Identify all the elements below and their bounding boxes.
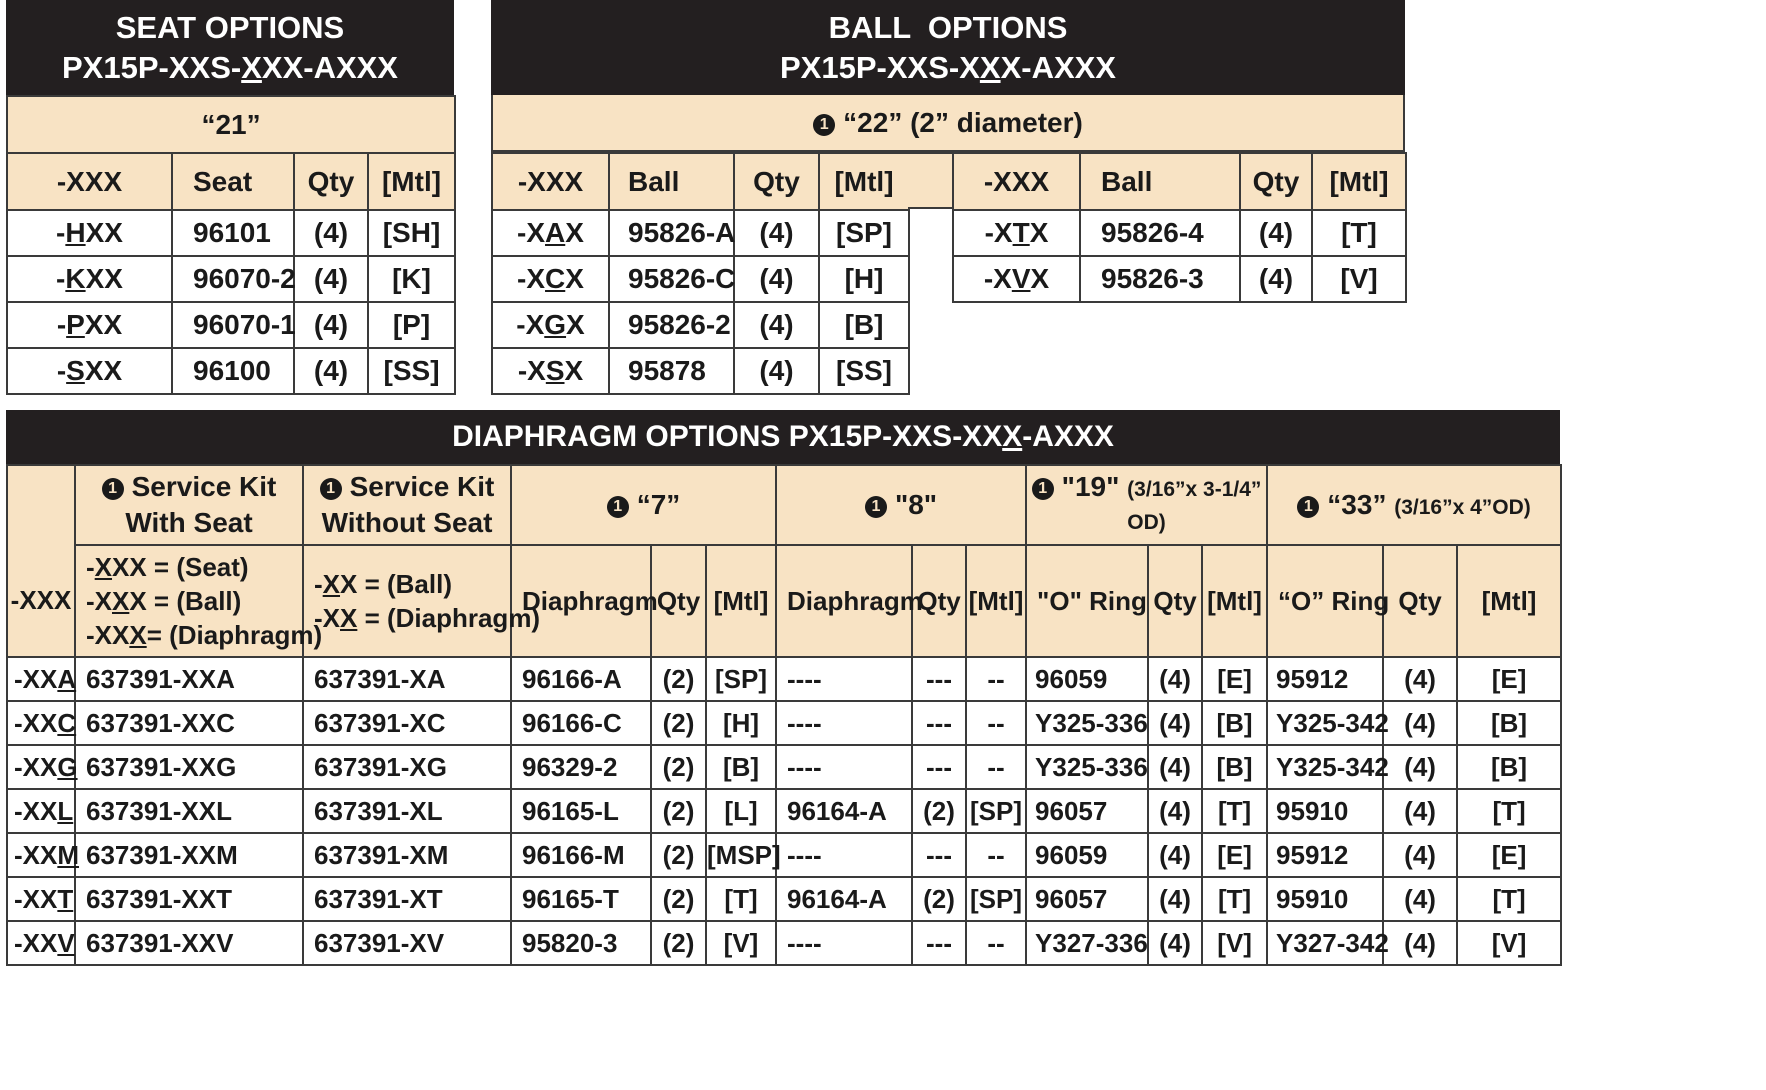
oring-19-material: [B] <box>1202 701 1267 745</box>
diaphragm-8-material: [SP] <box>966 789 1026 833</box>
oring-33-qty: (4) <box>1383 921 1457 965</box>
oring-33-material: [B] <box>1457 745 1561 789</box>
group-19-note: (3/16”x 3-1/4” OD) <box>1127 478 1262 534</box>
ball-qty: (4) <box>1240 210 1312 256</box>
seat-code-post: XX-AXXX <box>261 50 398 85</box>
diaphragm-8-material: -- <box>966 833 1026 877</box>
oring-33-qty: (4) <box>1383 877 1457 921</box>
table-row <box>7 657 1561 701</box>
group-7: 1 “7” <box>511 465 776 545</box>
diaphragm-8-part: ---- <box>776 833 912 877</box>
option-code: -XSX <box>492 348 609 394</box>
sub-qty-19: Qty <box>1148 545 1202 657</box>
ball-part-number: 95878 <box>609 348 734 394</box>
diaphragm-8-material: -- <box>966 701 1026 745</box>
diaphragm-8-qty: --- <box>912 657 966 701</box>
diaphragm-7-qty: (2) <box>651 789 706 833</box>
option-code: -XXL <box>7 789 75 833</box>
group-33: 1 “33” (3/16”x 4”OD) <box>1267 465 1561 545</box>
diaphragm-8-qty: (2) <box>912 789 966 833</box>
ball-qty: (4) <box>734 348 819 394</box>
oring-19-qty: (4) <box>1148 877 1202 921</box>
diaphragm-options-section <box>6 410 1560 966</box>
ball-col-ball: Ball <box>609 153 734 210</box>
seat-material: [SH] <box>368 210 455 256</box>
note-bullet-icon: 1 <box>102 478 124 500</box>
option-code: -XXT <box>7 877 75 921</box>
diaphragm-title-pre: DIAPHRAGM OPTIONS PX15P-XXS-XX <box>452 420 1003 453</box>
oring-19-qty: (4) <box>1148 701 1202 745</box>
kit-with-seat-part: 637391-XXM <box>75 833 303 877</box>
oring-33-qty: (4) <box>1383 657 1457 701</box>
kit-with-seat-legend: -XXX = (Seat) -XXX = (Ball) -XXX= (Diaphragm) <box>75 545 303 657</box>
seat-options-code <box>6 48 454 88</box>
seat-band: “21” <box>7 96 455 153</box>
oring-33-part: 95912 <box>1267 833 1383 877</box>
seat-part-number: 96070-1 <box>172 302 294 348</box>
kit-with-seat-part: 637391-XXL <box>75 789 303 833</box>
oring-33-qty: (4) <box>1383 745 1457 789</box>
table-row <box>492 210 909 256</box>
ball-options-table-left <box>491 152 910 395</box>
table-row <box>7 302 455 348</box>
diaphragm-8-qty: --- <box>912 745 966 789</box>
kit-without-seat-part: 637391-XV <box>303 921 511 965</box>
ball-col-code: -XXX <box>492 153 609 210</box>
diaphragm-8-qty: --- <box>912 701 966 745</box>
diaphragm-7-qty: (2) <box>651 701 706 745</box>
seat-col-qty: Qty <box>294 153 368 210</box>
table-row <box>7 877 1561 921</box>
ball-options-title: BALL OPTIONS <box>828 10 1068 45</box>
kit-without-seat-legend: -XX = (Ball) -XX = (Diaphragm) <box>303 545 511 657</box>
diaphragm-options-table <box>6 464 1562 966</box>
sub-oring-19: "O" Ring <box>1026 545 1148 657</box>
oring-19-material: [B] <box>1202 745 1267 789</box>
option-code: -XAX <box>492 210 609 256</box>
oring-33-part: Y325-342 <box>1267 745 1383 789</box>
seat-col-code: -XXX <box>7 153 172 210</box>
diaphragm-8-part: 96164-A <box>776 789 912 833</box>
ball-code-post: X-AXXX <box>1000 50 1116 85</box>
oring-33-part: Y327-342 <box>1267 921 1383 965</box>
diaphragm-7-qty: (2) <box>651 921 706 965</box>
diaphragm-7-material: [L] <box>706 789 776 833</box>
kit-without-seat-part: 637391-XC <box>303 701 511 745</box>
diaphragm-8-material: -- <box>966 745 1026 789</box>
oring-33-material: [B] <box>1457 701 1561 745</box>
option-code: -XCX <box>492 256 609 302</box>
diaphragm-7-qty: (2) <box>651 833 706 877</box>
sub-oring-33: “O” Ring <box>1267 545 1383 657</box>
option-code: -XXG <box>7 745 75 789</box>
ball-part-number: 95826-A <box>609 210 734 256</box>
sub-qty-33: Qty <box>1383 545 1457 657</box>
kit-with-seat-part: 637391-XXV <box>75 921 303 965</box>
diaphragm-7-material: [MSP] <box>706 833 776 877</box>
col-kit-with-seat: 1 Service Kit With Seat <box>75 465 303 545</box>
oring-33-qty: (4) <box>1383 701 1457 745</box>
ball-material: [T] <box>1312 210 1406 256</box>
table-row <box>7 789 1561 833</box>
seat-qty: (4) <box>294 210 368 256</box>
oring-19-part: Y325-336 <box>1026 745 1148 789</box>
diaphragm-title-underlined: X <box>1002 420 1023 453</box>
note-bullet-icon: 1 <box>813 114 835 136</box>
seat-qty: (4) <box>294 348 368 394</box>
sub-mtl-8: [Mtl] <box>966 545 1026 657</box>
diaphragm-7-qty: (2) <box>651 657 706 701</box>
oring-33-material: [T] <box>1457 877 1561 921</box>
diaphragm-8-qty: (2) <box>912 877 966 921</box>
diaphragm-8-part: ---- <box>776 657 912 701</box>
oring-33-material: [V] <box>1457 921 1561 965</box>
option-code: -XXV <box>7 921 75 965</box>
ball-part-number: 95826-3 <box>1080 256 1240 302</box>
diaphragm-8-qty: --- <box>912 921 966 965</box>
seat-options-title: SEAT OPTIONS <box>115 10 345 45</box>
kit-without-seat-part: 637391-XL <box>303 789 511 833</box>
diaphragm-7-part: 96165-L <box>511 789 651 833</box>
oring-19-material: [V] <box>1202 921 1267 965</box>
table-row <box>7 833 1561 877</box>
ball-part-number: 95826-4 <box>1080 210 1240 256</box>
kit-without-seat-part: 637391-XG <box>303 745 511 789</box>
diaphragm-8-material: -- <box>966 657 1026 701</box>
oring-19-qty: (4) <box>1148 921 1202 965</box>
ball-qty: (4) <box>734 302 819 348</box>
note-bullet-icon: 1 <box>1032 478 1054 500</box>
table-row <box>7 256 455 302</box>
table-row <box>7 210 455 256</box>
ball-options-table-right <box>952 152 1407 303</box>
ball-col-ball-right: Ball <box>1080 153 1240 210</box>
table-row <box>492 256 909 302</box>
oring-19-part: 96059 <box>1026 657 1148 701</box>
diaphragm-7-qty: (2) <box>651 877 706 921</box>
oring-33-part: 95910 <box>1267 789 1383 833</box>
ball-code-pre: PX15P-XXS-X <box>780 50 980 85</box>
option-code: -HXX <box>7 210 172 256</box>
option-code: -XTX <box>953 210 1080 256</box>
oring-19-material: [T] <box>1202 877 1267 921</box>
diaphragm-8-part: ---- <box>776 745 912 789</box>
diaphragm-options-header <box>6 410 1560 464</box>
oring-19-material: [E] <box>1202 833 1267 877</box>
seat-material: [P] <box>368 302 455 348</box>
ball-col-qty: Qty <box>734 153 819 210</box>
option-code: -SXX <box>7 348 172 394</box>
note-bullet-icon: 1 <box>320 478 342 500</box>
ball-header-gap <box>908 152 952 209</box>
sub-mtl-7: [Mtl] <box>706 545 776 657</box>
diaphragm-7-part: 96166-A <box>511 657 651 701</box>
diaphragm-7-qty: (2) <box>651 745 706 789</box>
seat-options-header <box>6 0 454 95</box>
ball-part-number: 95826-C <box>609 256 734 302</box>
option-code: -XVX <box>953 256 1080 302</box>
ball-col-mtl: [Mtl] <box>819 153 909 210</box>
kit-with-seat-part: 637391-XXT <box>75 877 303 921</box>
oring-19-part: 96057 <box>1026 789 1148 833</box>
sub-mtl-19: [Mtl] <box>1202 545 1267 657</box>
ball-col-code-right: -XXX <box>953 153 1080 210</box>
diaphragm-7-material: [H] <box>706 701 776 745</box>
ball-band-text: “22” (2” diameter) <box>843 107 1083 138</box>
seat-part-number: 96070-2 <box>172 256 294 302</box>
sub-qty-8: Qty <box>912 545 966 657</box>
kit-without-seat-part: 637391-XT <box>303 877 511 921</box>
oring-33-material: [E] <box>1457 657 1561 701</box>
group-33-note: (3/16”x 4”OD) <box>1394 496 1531 519</box>
sub-diaphragm-8: Diaphragm <box>776 545 912 657</box>
seat-qty: (4) <box>294 256 368 302</box>
diaphragm-7-material: [V] <box>706 921 776 965</box>
oring-19-part: 96057 <box>1026 877 1148 921</box>
option-code: -XXA <box>7 657 75 701</box>
kit-with-seat-part: 637391-XXA <box>75 657 303 701</box>
oring-19-part: 96059 <box>1026 833 1148 877</box>
seat-material: [SS] <box>368 348 455 394</box>
seat-code-pre: PX15P-XXS- <box>62 50 242 85</box>
oring-19-part: Y327-336 <box>1026 921 1148 965</box>
ball-band <box>491 95 1405 152</box>
diaphragm-8-part: 96164-A <box>776 877 912 921</box>
seat-options-section <box>6 0 454 395</box>
oring-19-qty: (4) <box>1148 833 1202 877</box>
ball-options-section <box>491 0 1405 386</box>
diaphragm-7-part: 96329-2 <box>511 745 651 789</box>
ball-col-mtl-right: [Mtl] <box>1312 153 1406 210</box>
diaphragm-7-part: 96165-T <box>511 877 651 921</box>
table-row <box>492 348 909 394</box>
kit-without-seat-part: 637391-XA <box>303 657 511 701</box>
ball-qty: (4) <box>1240 256 1312 302</box>
ball-options-header <box>491 0 1405 95</box>
sub-diaphragm-7: Diaphragm <box>511 545 651 657</box>
table-row <box>7 701 1561 745</box>
table-row <box>7 745 1561 789</box>
diaphragm-7-part: 95820-3 <box>511 921 651 965</box>
oring-33-qty: (4) <box>1383 833 1457 877</box>
ball-col-qty-right: Qty <box>1240 153 1312 210</box>
seat-material: [K] <box>368 256 455 302</box>
ball-qty: (4) <box>734 210 819 256</box>
seat-part-number: 96101 <box>172 210 294 256</box>
oring-19-material: [E] <box>1202 657 1267 701</box>
diaphragm-8-material: [SP] <box>966 877 1026 921</box>
diaphragm-8-material: -- <box>966 921 1026 965</box>
diaphragm-7-material: [B] <box>706 745 776 789</box>
option-code: -XGX <box>492 302 609 348</box>
option-code: -XXM <box>7 833 75 877</box>
seat-options-table <box>6 95 456 395</box>
diaphragm-col-code: -XXX <box>7 465 75 657</box>
sub-qty-7: Qty <box>651 545 706 657</box>
ball-material: [H] <box>819 256 909 302</box>
diaphragm-title-post: -AXXX <box>1022 420 1114 453</box>
ball-qty: (4) <box>734 256 819 302</box>
diaphragm-8-part: ---- <box>776 701 912 745</box>
diaphragm-7-material: [SP] <box>706 657 776 701</box>
option-code: -PXX <box>7 302 172 348</box>
oring-33-part: 95912 <box>1267 657 1383 701</box>
oring-33-part: 95910 <box>1267 877 1383 921</box>
oring-33-material: [T] <box>1457 789 1561 833</box>
oring-19-material: [T] <box>1202 789 1267 833</box>
table-row <box>7 921 1561 965</box>
oring-33-material: [E] <box>1457 833 1561 877</box>
seat-part-number: 96100 <box>172 348 294 394</box>
diaphragm-8-part: ---- <box>776 921 912 965</box>
seat-col-mtl: [Mtl] <box>368 153 455 210</box>
ball-material: [V] <box>1312 256 1406 302</box>
ball-material: [SP] <box>819 210 909 256</box>
ball-options-code <box>491 48 1405 88</box>
seat-col-seat: Seat <box>172 153 294 210</box>
option-code: -KXX <box>7 256 172 302</box>
oring-19-part: Y325-336 <box>1026 701 1148 745</box>
ball-code-underlined: X <box>979 50 1001 85</box>
seat-code-underlined: X <box>241 50 262 85</box>
table-row <box>953 210 1406 256</box>
oring-19-qty: (4) <box>1148 745 1202 789</box>
table-row <box>7 348 455 394</box>
note-bullet-icon: 1 <box>1297 496 1319 518</box>
oring-19-qty: (4) <box>1148 789 1202 833</box>
oring-33-part: Y325-342 <box>1267 701 1383 745</box>
diaphragm-8-qty: --- <box>912 833 966 877</box>
group-8: 1 "8" <box>776 465 1026 545</box>
kit-with-seat-part: 637391-XXG <box>75 745 303 789</box>
ball-material: [B] <box>819 302 909 348</box>
ball-material: [SS] <box>819 348 909 394</box>
table-row <box>953 256 1406 302</box>
diaphragm-7-part: 96166-M <box>511 833 651 877</box>
group-19: 1 "19" (3/16”x 3-1/4” OD) <box>1026 465 1267 545</box>
table-row <box>492 302 909 348</box>
kit-without-seat-part: 637391-XM <box>303 833 511 877</box>
col-kit-without-seat: 1 Service Kit Without Seat <box>303 465 511 545</box>
seat-qty: (4) <box>294 302 368 348</box>
diaphragm-7-material: [T] <box>706 877 776 921</box>
kit-with-seat-part: 637391-XXC <box>75 701 303 745</box>
note-bullet-icon: 1 <box>865 496 887 518</box>
oring-33-qty: (4) <box>1383 789 1457 833</box>
oring-19-qty: (4) <box>1148 657 1202 701</box>
diaphragm-7-part: 96166-C <box>511 701 651 745</box>
sub-mtl-33: [Mtl] <box>1457 545 1561 657</box>
option-code: -XXC <box>7 701 75 745</box>
note-bullet-icon: 1 <box>607 496 629 518</box>
ball-part-number: 95826-2 <box>609 302 734 348</box>
